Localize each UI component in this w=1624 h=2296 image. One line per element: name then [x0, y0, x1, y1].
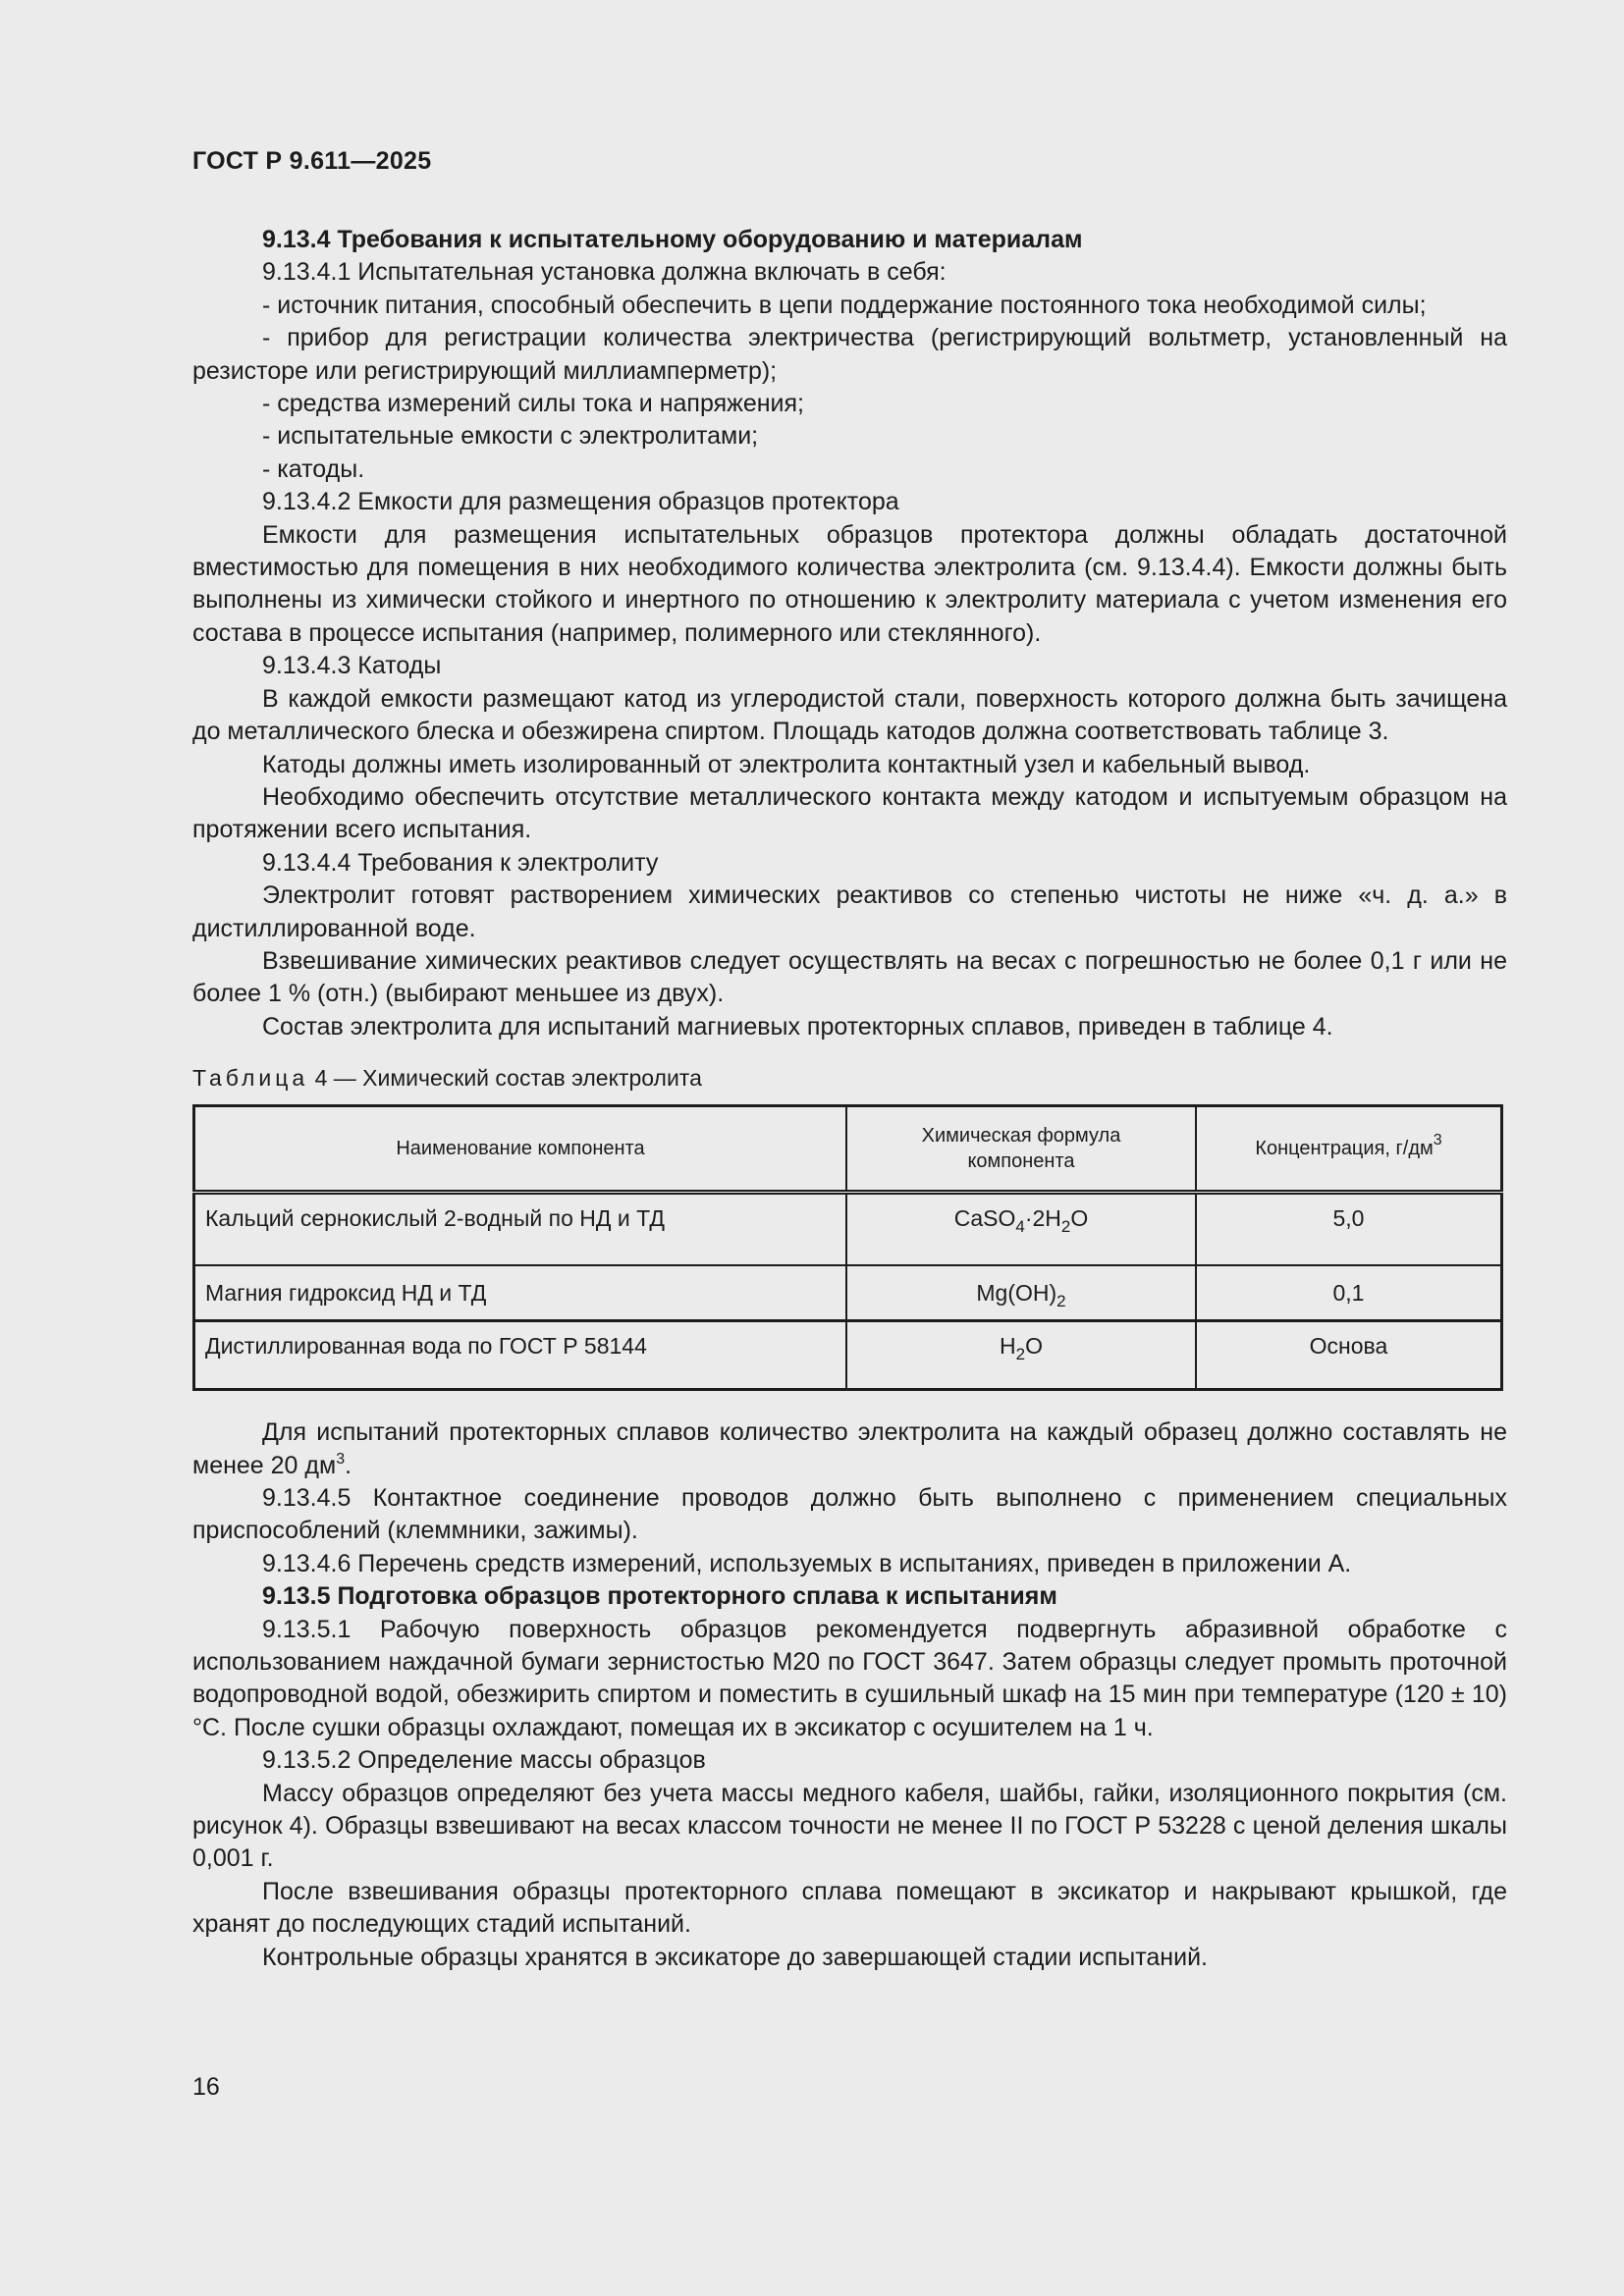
paragraph-end: .	[345, 1451, 352, 1479]
paragraph: 9.13.5.2 Определение массы образцов	[262, 1746, 706, 1775]
formula-part: O	[1025, 1333, 1043, 1360]
formula-part: ·2H	[1024, 1205, 1061, 1232]
formula-subscript: 2	[1060, 1217, 1071, 1237]
cell-concentration: 5,0	[1196, 1193, 1502, 1266]
cell-component-name: Магния гидроксид НД и ТД	[194, 1265, 847, 1321]
paragraph: Контрольные образцы хранятся в эксикаторе до завершающей стадии испытаний.	[262, 1943, 1208, 1971]
document-header: ГОСТ Р 9.611—2025	[192, 147, 432, 175]
cell-concentration: Основа	[1196, 1321, 1502, 1390]
paragraph: Емкости для размещения испытательных образцов протектора должны обладать достаточной вместимостью для помещения в них необходимого количества электролита (см. 9.13.4.4). Емкости должны быть выполнены из химически стойкого и инертного по отношению к электролиту материала с учетом изменения его состава в процессе испытания (например, полимерного или стеклянного).	[192, 520, 1507, 647]
formula-part: Mg(OH)	[976, 1280, 1057, 1307]
header-cell-name: Наименование компонента	[194, 1106, 847, 1193]
header-concentration-sup: 3	[1433, 1132, 1442, 1149]
table-header-row	[194, 1106, 1502, 1193]
paragraph: После взвешивания образцы протекторного сплава помещают в эксикатор и накрывают крышкой, где хранят до последующих стадий испытаний.	[192, 1877, 1507, 1939]
paragraph: Состав электролита для испытаний магниевых протекторных сплавов, приведен в таблице 4.	[262, 1012, 1333, 1041]
table-row	[194, 1321, 1502, 1390]
paragraph: Необходимо обеспечить отсутствие металлического контакта между катодом и испытуемым образцом на протяжении всего испытания.	[192, 782, 1507, 844]
paragraph: Взвешивание химических реактивов следует осуществлять на весах с погрешностью не более 0,1 г или не более 1 % (отн.) (выбирают меньшее из двух).	[192, 946, 1507, 1008]
electrolyte-table	[192, 1104, 1503, 1391]
cell-formula	[846, 1193, 1196, 1266]
paragraph: Электролит готовят растворением химических реактивов со степенью чистоты не ниже «ч. д. а.» в дистиллированной воде.	[192, 881, 1507, 942]
paragraph: 9.13.4.5 Контактное соединение проводов должно быть выполнено с применением специальных приспособлений (клеммники, зажимы).	[192, 1483, 1507, 1545]
cell-component-name: Дистиллированная вода по ГОСТ Р 58144	[194, 1321, 847, 1390]
cell-component-name: Кальций сернокислый 2-водный по НД и ТД	[194, 1193, 847, 1266]
paragraphs-after-table	[192, 1482, 1507, 1974]
document-body	[192, 224, 1507, 1974]
header-cell-formula: Химическая формула компонента	[846, 1106, 1196, 1193]
paragraph	[192, 1416, 1507, 1482]
formula-subscript: 4	[1015, 1217, 1025, 1237]
table-caption-text: 4 — Химический состав электролита	[308, 1065, 702, 1092]
paragraph: Массу образцов определяют без учета массы медного кабеля, шайбы, гайки, изоляционного покрытия (см. рисунок 4). Образцы взвешивают на весах классом точности не менее II по ГОСТ Р 53228 с ценой деления шкалы 0,001 г.	[192, 1779, 1507, 1873]
formula-subscript: 2	[1015, 1345, 1026, 1364]
table-row	[194, 1193, 1502, 1266]
cell-formula	[846, 1265, 1196, 1321]
formula-part: CaSO	[953, 1205, 1016, 1232]
header-cell-concentration	[1196, 1106, 1502, 1193]
list-item: - источник питания, способный обеспечить в цепи поддержание постоянного тока необходимой силы;	[262, 291, 1427, 319]
cell-formula	[846, 1321, 1196, 1390]
formula-subscript: 2	[1056, 1292, 1066, 1311]
paragraph: Катоды должны иметь изолированный от электролита контактный узел и кабельный вывод.	[262, 750, 1311, 778]
paragraph: 9.13.4.3 Катоды	[262, 652, 442, 680]
formula-part: H	[1000, 1333, 1016, 1360]
paragraph: 9.13.4.6 Перечень средств измерений, используемых в испытаниях, приведен в приложении А.	[262, 1549, 1352, 1577]
list-item: - испытательные емкости с электролитами;	[262, 422, 759, 451]
formula-part: O	[1070, 1205, 1089, 1232]
paragraph: 9.13.4 Требования к испытательному оборудованию и материалам	[262, 226, 1083, 253]
cell-concentration: 0,1	[1196, 1265, 1502, 1321]
table-caption-label: Таблица	[192, 1065, 309, 1092]
paragraph-text: Для испытаний протекторных сплавов количество электролита на каждый образец должно составлять не менее 20 дм	[192, 1418, 1507, 1479]
paragraphs-before-table	[192, 224, 1507, 1043]
paragraph: 9.13.4.1 Испытательная установка должна включать в себя:	[262, 258, 947, 287]
list-item: - средства измерений силы тока и напряжения;	[262, 390, 805, 418]
paragraph: 9.13.5.1 Рабочую поверхность образцов рекомендуется подвергнуть абразивной обработке с использованием наждачной бумаги зернистостью М20 по ГОСТ 3647. Затем образцы следует промыть проточной водопроводной водой, обезжирить спиртом и поместить в сушильный шкаф на 15 мин при температуре (120 ± 10) °С. После сушки образцы охлаждают, помещая их в эксикатор с осушителем на 1 ч.	[192, 1615, 1507, 1741]
paragraph: 9.13.4.2 Емкости для размещения образцов протектора	[262, 488, 899, 516]
header-concentration-text: Концентрация, г/дм	[1255, 1138, 1434, 1160]
paragraph: В каждой емкости размещают катод из углеродистой стали, поверхность которого должна быть зачищена до металлического блеска и обезжирена спиртом. Площадь катодов должна соответствовать таблице 3.	[192, 684, 1507, 746]
paragraph-sup: 3	[336, 1450, 346, 1468]
list-item: - катоды.	[262, 454, 365, 483]
table-caption	[192, 1063, 1507, 1093]
paragraph: 9.13.4.4 Требования к электролиту	[262, 848, 659, 877]
paragraph: 9.13.5 Подготовка образцов протекторного сплава к испытаниям	[262, 1582, 1057, 1611]
list-item: - прибор для регистрации количества электричества (регистрирующий вольтметр, установленный на резисторе или регистрирующий миллиамперметр);	[192, 324, 1507, 385]
page-number: 16	[192, 2073, 220, 2101]
table-row	[194, 1265, 1502, 1321]
